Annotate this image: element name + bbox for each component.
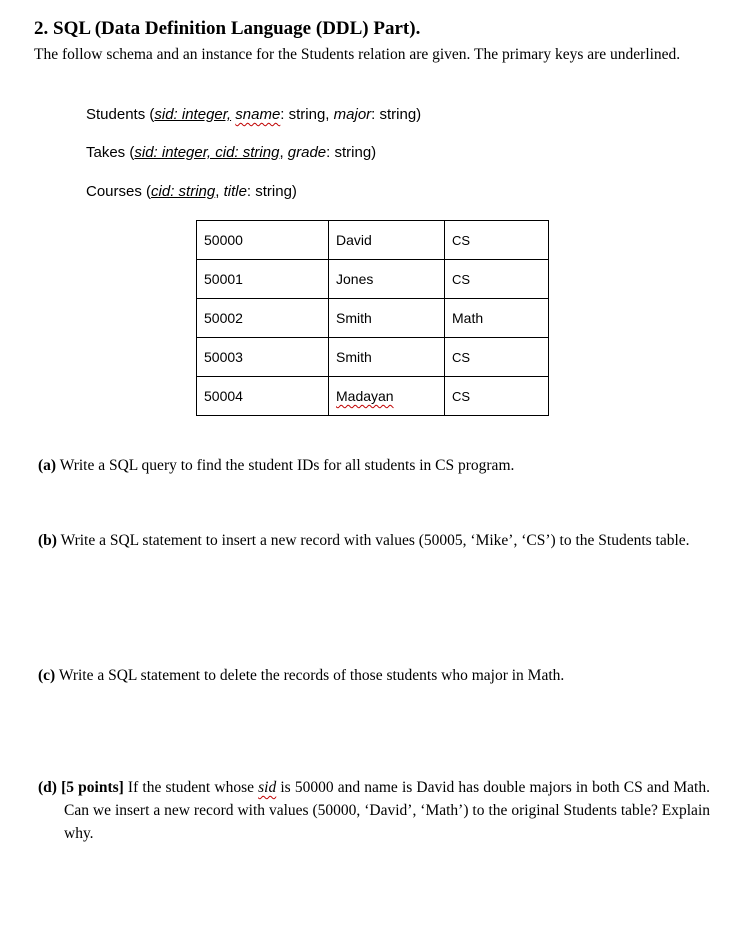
schema-students-sname-type: : string, (280, 106, 334, 123)
cell-sid: 50001 (197, 260, 329, 299)
schema-courses-sep: , (215, 183, 224, 200)
question-b-text: Write a SQL statement to insert a new record with values (50005, ‘Mike’, ‘CS’) to the Students table. (60, 532, 690, 549)
question-c-label: (c) (38, 667, 56, 684)
schema-students-sname: sname (235, 106, 281, 123)
schema-takes-key: sid: integer, cid: string (134, 144, 280, 161)
schema-takes-grade: grade (287, 144, 327, 161)
cell-sid: 50000 (197, 221, 329, 260)
schema-takes-sep: , (279, 144, 288, 161)
cell-sname-wrap (329, 377, 445, 416)
cell-sid: 50004 (197, 377, 329, 416)
intro-paragraph: The follow schema and an instance for the Students relation are given. The primary keys are underlined. (34, 46, 681, 63)
table-row (197, 338, 549, 377)
schema-students-major: major (333, 106, 372, 123)
schema-takes-grade-type: : string) (326, 144, 377, 161)
schema-courses-title: title (223, 183, 247, 200)
schema-courses-title-type: : string) (246, 183, 297, 200)
cell-major: CS (445, 260, 549, 299)
cell-sid: 50003 (197, 338, 329, 377)
schema-takes-name: Takes ( (86, 144, 135, 161)
cell-sname: Smith (329, 338, 445, 377)
question-d-points: [5 points] (61, 779, 124, 796)
cell-major: CS (445, 377, 549, 416)
cell-major: CS (445, 338, 549, 377)
table-row (197, 377, 549, 416)
cell-sid: 50002 (197, 299, 329, 338)
question-a-label: (a) (38, 457, 57, 474)
schema-students-name: Students ( (86, 106, 155, 123)
schema-students (86, 106, 421, 123)
table-row (197, 299, 549, 338)
table-row (197, 260, 549, 299)
question-d-text-before: If the student whose (123, 779, 259, 796)
question-a-text: Write a SQL query to find the student IDs for all students in CS program. (59, 457, 515, 474)
question-c (38, 664, 710, 687)
question-c-text: Write a SQL statement to delete the records of those students who major in Math. (58, 667, 565, 684)
table-row (197, 221, 549, 260)
schema-courses-key: cid: string (151, 183, 216, 200)
question-a (38, 454, 710, 477)
schema-students-key: sid: integer, (154, 106, 232, 123)
section-heading: 2. SQL (Data Definition Language (DDL) Part). (34, 18, 421, 39)
cell-sname: David (329, 221, 445, 260)
question-b (38, 529, 710, 552)
cell-major: CS (445, 221, 549, 260)
question-b-label: (b) (38, 532, 57, 549)
question-d-sid: sid (258, 779, 277, 796)
schema-students-major-type: : string) (371, 106, 422, 123)
cell-major: Math (445, 299, 549, 338)
cell-sname: Jones (329, 260, 445, 299)
question-d-label: (d) (38, 779, 57, 796)
students-instance-table (196, 220, 549, 416)
schema-courses (86, 183, 297, 200)
cell-sname: Madayan (336, 388, 394, 404)
schema-courses-name: Courses ( (86, 183, 152, 200)
question-d (38, 776, 710, 845)
cell-sname: Smith (329, 299, 445, 338)
schema-takes (86, 144, 376, 161)
question-d-text-after: is 50000 and name is David has double majors in both CS and Math. Can we insert a new record with values (50000, ‘David’, ‘Math’) to the original Students table? Explain why. (64, 779, 710, 842)
